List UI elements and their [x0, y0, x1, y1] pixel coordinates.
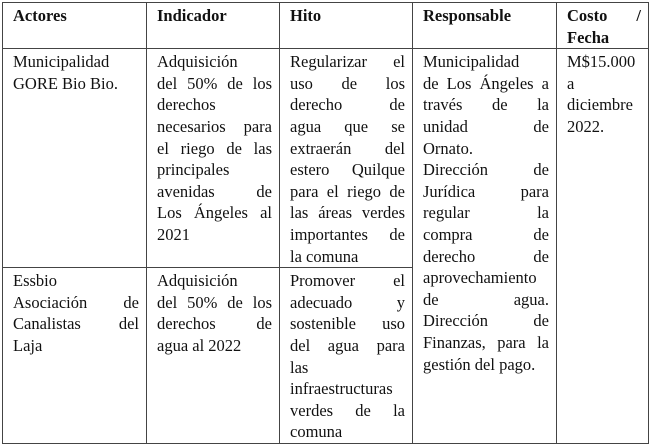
text-line: principales	[157, 160, 230, 180]
text-line: de Los Ángeles a	[423, 73, 549, 93]
cell-indicador	[147, 268, 280, 444]
text-line: Los Ángeles al	[157, 203, 272, 223]
text-line: Promover el	[290, 271, 405, 291]
text-line: del 50% de los	[157, 73, 272, 93]
header-actores	[3, 3, 147, 49]
actors-table	[2, 2, 649, 444]
text-line: Finanzas, para la	[423, 332, 549, 352]
text-line: Hito	[290, 6, 322, 25]
text-line: derechos de	[157, 314, 272, 334]
text-line: Actores	[13, 6, 67, 25]
text-line: sostenible uso	[290, 314, 405, 334]
text-line: importantes de	[290, 224, 405, 244]
text-line: Municipalidad	[423, 52, 520, 72]
text-line: Dirección de	[423, 160, 549, 180]
text-line: Municipalidad	[13, 52, 110, 72]
text-line: compra de	[423, 224, 549, 244]
text-line: uso de los	[290, 73, 405, 93]
text-line: GORE Bio Bio.	[13, 73, 118, 93]
text-line: diciembre	[567, 95, 633, 115]
text-line: Adquisición	[157, 271, 238, 291]
text-line: Adquisición	[157, 52, 238, 72]
text-line: la comuna	[290, 246, 359, 266]
text-line: de agua.	[423, 289, 549, 309]
text-line: las	[290, 357, 309, 377]
text-line: Canalistas del	[13, 314, 139, 334]
cell-indicador	[147, 49, 280, 268]
cell-hito	[280, 49, 413, 268]
text-line: Asociación de	[13, 292, 139, 312]
header-costo-fecha	[557, 3, 649, 49]
table-row	[3, 49, 649, 268]
text-line: Responsable	[423, 6, 512, 25]
text-line: Costo /	[567, 6, 641, 25]
text-line: avenidas de	[157, 181, 272, 201]
header-row	[3, 3, 649, 49]
text-line: comuna	[290, 422, 343, 442]
text-line: estero Quilque	[290, 160, 405, 180]
text-line: aprovechamiento	[423, 268, 537, 288]
text-line: derecho de	[423, 246, 549, 266]
text-line: el riego de las	[157, 138, 272, 158]
text-line: derecho de	[290, 95, 405, 115]
header-hito	[280, 3, 413, 49]
text-line: M$15.000	[567, 52, 636, 72]
cell-actores	[3, 268, 147, 444]
text-line: las áreas verdes	[290, 203, 405, 223]
text-line: gestión del pago.	[423, 354, 536, 374]
text-line: Regularizar el	[290, 52, 405, 72]
text-line: Jurídica para	[423, 181, 549, 201]
header-responsable	[413, 3, 557, 49]
text-line: Dirección de	[423, 311, 549, 331]
text-line: unidad de	[423, 116, 549, 136]
text-line: agua al 2022	[157, 335, 242, 355]
text-line: derechos	[157, 95, 216, 115]
text-line: Essbio	[13, 271, 58, 291]
cell-actores	[3, 49, 147, 268]
text-line: extraerán del	[290, 138, 405, 158]
text-line: infraestructuras	[290, 379, 393, 399]
text-line: Fecha	[567, 27, 610, 47]
text-line: 2021	[157, 224, 190, 244]
text-line: 2022.	[567, 116, 605, 136]
text-line: verdes de la	[290, 400, 405, 420]
text-line: Ornato.	[423, 138, 473, 158]
cell-responsable	[413, 49, 557, 444]
text-line: regular la	[423, 203, 549, 223]
text-line: través de la	[423, 95, 549, 115]
cell-costo	[557, 49, 649, 444]
text-line: necesarios para	[157, 116, 272, 136]
text-line: Laja	[13, 335, 43, 355]
text-line: del agua para	[290, 335, 405, 355]
text-line: Indicador	[157, 6, 227, 25]
text-line: adecuado y	[290, 292, 405, 312]
text-line: a	[567, 73, 575, 93]
header-indicador	[147, 3, 280, 49]
text-line: agua que se	[290, 116, 405, 136]
cell-hito	[280, 268, 413, 444]
text-line: para el riego de	[290, 181, 405, 201]
text-line: del 50% de los	[157, 292, 272, 312]
